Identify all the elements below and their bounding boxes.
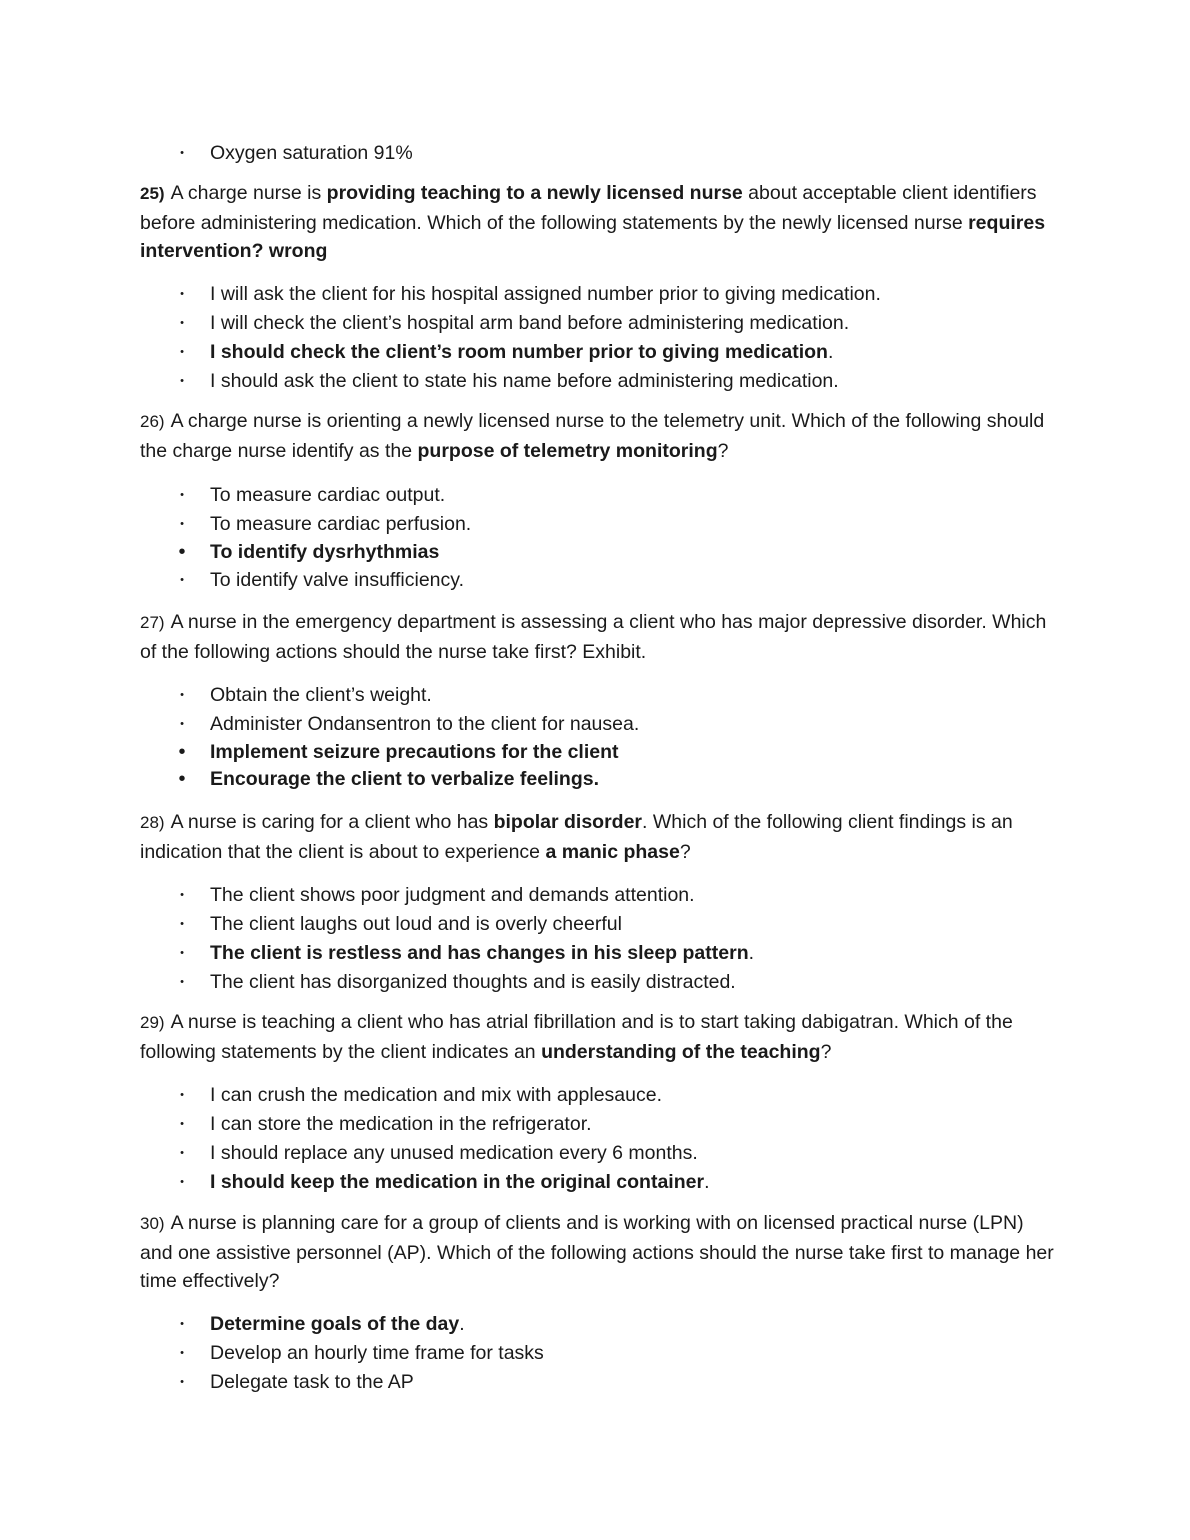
list-item: • To identify valve insufficiency. — [140, 566, 1055, 595]
question-30-options — [140, 1310, 1055, 1397]
list-item: • I can crush the medication and mix with applesauce. — [140, 1081, 1055, 1110]
bullet-icon: • — [180, 147, 184, 159]
bullet-icon: • — [180, 346, 184, 358]
question-26-options — [140, 481, 1055, 595]
bullet-icon: • — [180, 489, 184, 501]
list-item: • Delegate task to the AP — [140, 1368, 1055, 1397]
bullet-icon: • — [180, 689, 184, 701]
bullet-icon: • — [180, 976, 184, 988]
list-item-answer: • I should keep the medication in the original container. — [140, 1168, 1055, 1197]
list-item: • The client laughs out loud and is overly cheerful — [140, 910, 1055, 939]
list-item-answer: • Implement seizure precautions for the client — [140, 739, 1055, 766]
list-item: • To measure cardiac perfusion. — [140, 510, 1055, 539]
bullet-icon: • — [180, 1176, 184, 1188]
bullet-icon: • — [180, 718, 184, 730]
bullet-icon: • — [180, 317, 184, 329]
bullet-icon: • — [180, 518, 184, 530]
option-list-previous — [140, 139, 1055, 168]
question-27-stem: 27) A nurse in the emergency department is assessing a client who has major depressive disorder. Which of the following actions should the nurse take first? Exhibit. — [140, 611, 1047, 663]
bullet-icon: • — [180, 375, 184, 387]
question-29-stem: 29) A nurse is teaching a client who has atrial fibrillation and is to start taking dabigatran. Which of the following statements by the client indicates an understanding of the teaching? — [140, 1011, 1013, 1063]
bullet-icon: • — [180, 288, 184, 300]
bullet-icon: • — [180, 1147, 184, 1159]
bullet-icon: • — [180, 1318, 184, 1330]
list-item-answer: • The client is restless and has changes in his sleep pattern. — [140, 939, 1055, 968]
list-item: • The client has disorganized thoughts and is easily distracted. — [140, 968, 1055, 997]
question-28-stem: 28) A nurse is caring for a client who has bipolar disorder. Which of the following client findings is an indication that the client is about to experience a manic phase? — [140, 811, 1013, 863]
bullet-icon: • — [180, 947, 184, 959]
question-25-options — [140, 280, 1055, 396]
question-28-options — [140, 881, 1055, 997]
bullet-icon: • — [180, 918, 184, 930]
bullet-icon: • — [178, 541, 186, 563]
bullet-icon: • — [180, 1347, 184, 1359]
list-item-answer: • To identify dysrhythmias — [140, 539, 1055, 566]
question-number: 26) — [140, 412, 165, 431]
bullet-icon: • — [180, 1118, 184, 1130]
question-26-stem: 26) A charge nurse is orienting a newly licensed nurse to the telemetry unit. Which of the following should the charge nurse identify as the purpose of telemetry monitoring? — [140, 410, 1045, 462]
list-item: • To measure cardiac output. — [140, 481, 1055, 510]
question-30-stem: 30) A nurse is planning care for a group of clients and is working with on licensed practical nurse (LPN) and one assistive personnel (AP). Which of the following actions should the nurse take first to manage her time effectively? — [140, 1212, 1054, 1292]
list-item: • The client shows poor judgment and demands attention. — [140, 881, 1055, 910]
question-number: 30) — [140, 1214, 165, 1233]
list-item: • Oxygen saturation 91% — [140, 139, 1055, 168]
bullet-icon: • — [180, 574, 184, 586]
list-item: • I should ask the client to state his name before administering medication. — [140, 367, 1055, 396]
list-item: • I can store the medication in the refrigerator. — [140, 1110, 1055, 1139]
question-number: 27) — [140, 613, 165, 632]
question-27-options — [140, 681, 1055, 793]
list-item-answer: • Encourage the client to verbalize feelings. — [140, 766, 1055, 793]
question-number: 29) — [140, 1013, 165, 1032]
list-item-answer: • I should check the client’s room number prior to giving medication. — [140, 338, 1055, 367]
list-item: • I should replace any unused medication every 6 months. — [140, 1139, 1055, 1168]
list-item: • I will ask the client for his hospital assigned number prior to giving medication. — [140, 280, 1055, 309]
list-item-answer: • Determine goals of the day. — [140, 1310, 1055, 1339]
question-number: 25) — [140, 184, 165, 203]
question-25-stem: 25) A charge nurse is providing teaching to a newly licensed nurse about acceptable client identifiers before administering medication. Which of the following statements by the newly licensed nurse requires intervention? wrong — [140, 182, 1046, 262]
bullet-icon: • — [180, 1376, 184, 1388]
question-number: 28) — [140, 813, 165, 832]
bullet-icon: • — [178, 768, 186, 790]
question-29-options — [140, 1081, 1055, 1197]
list-item: • I will check the client’s hospital arm band before administering medication. — [140, 309, 1055, 338]
bullet-icon: • — [178, 741, 186, 763]
bullet-icon: • — [180, 1089, 184, 1101]
list-item: • Develop an hourly time frame for tasks — [140, 1339, 1055, 1368]
bullet-icon: • — [180, 889, 184, 901]
list-item: • Administer Ondansentron to the client for nausea. — [140, 710, 1055, 739]
list-item: • Obtain the client’s weight. — [140, 681, 1055, 710]
